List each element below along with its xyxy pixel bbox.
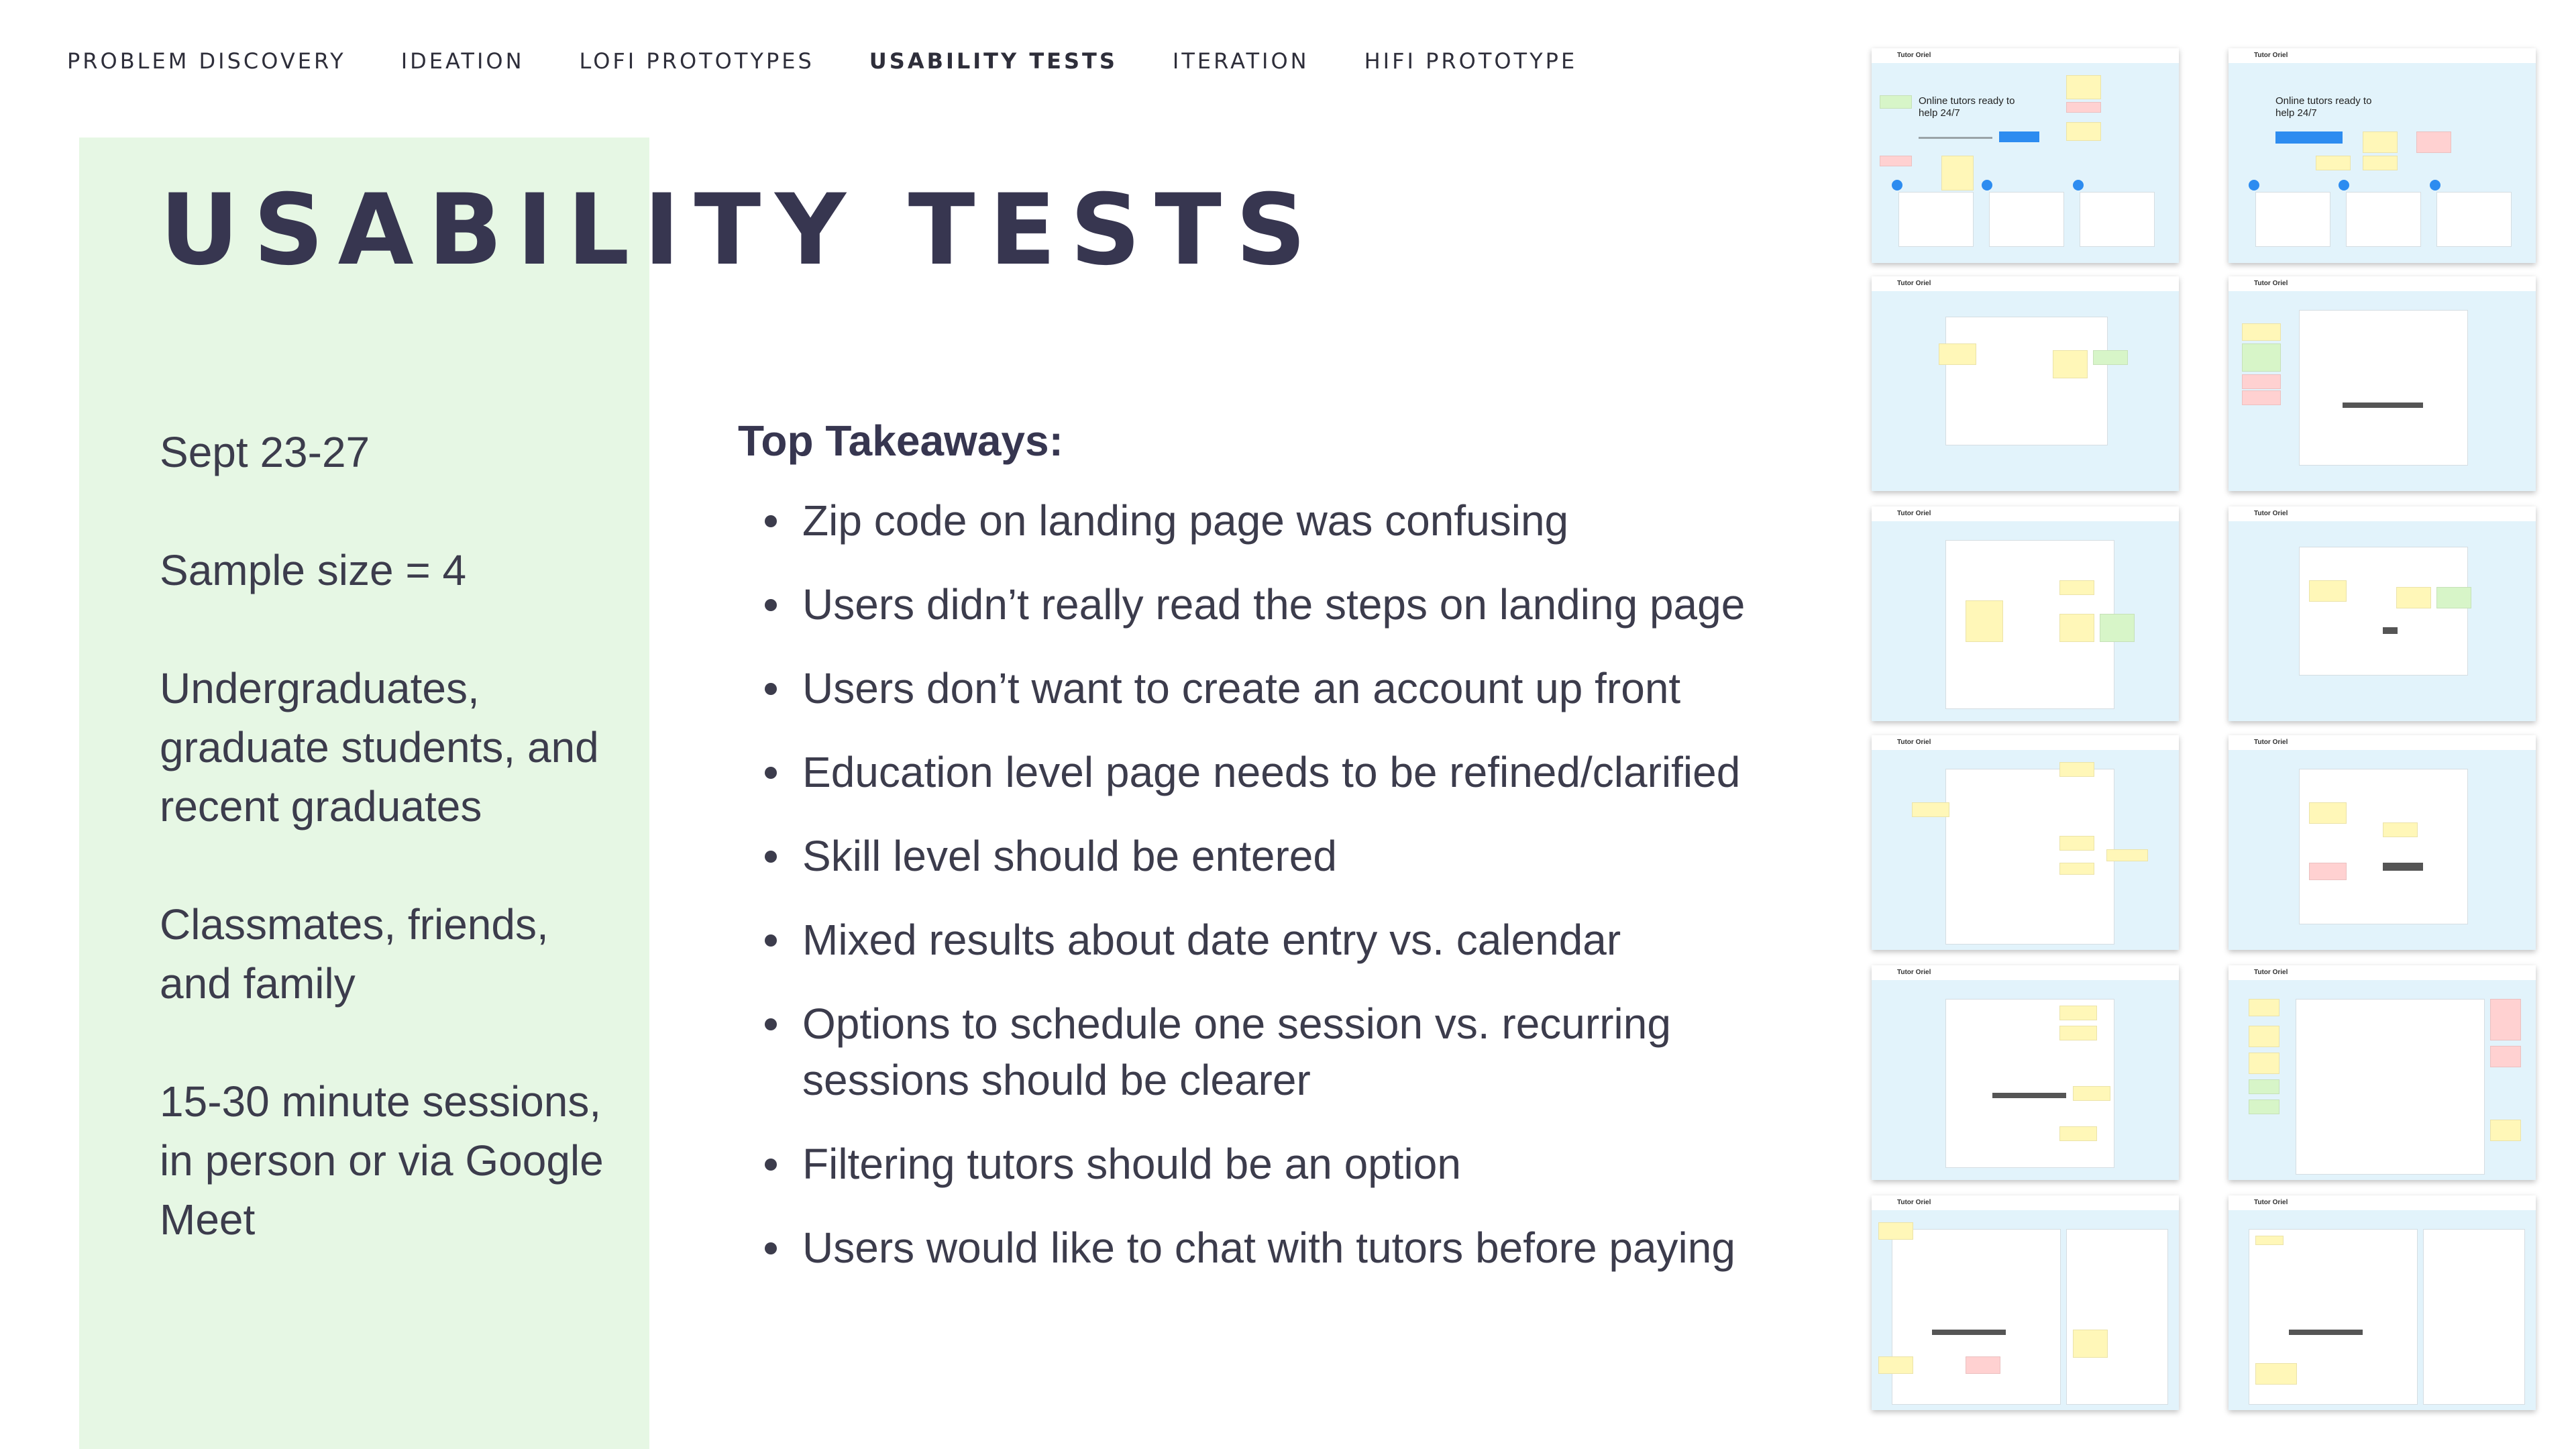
list-item [738, 1136, 1811, 1192]
thumb-header [2229, 965, 2536, 980]
step-card [1898, 192, 1974, 247]
step-icon [2339, 180, 2349, 191]
sticky-note [2383, 822, 2418, 837]
thumb-header [1872, 506, 2179, 521]
thumb-header [2229, 735, 2536, 750]
sticky-note [1878, 1356, 1913, 1374]
takeaways-section [738, 416, 1811, 1303]
thumbnail-landing-v2[interactable] [2229, 48, 2536, 263]
section-nav [67, 48, 1632, 74]
sticky-note [2242, 343, 2281, 372]
nav-lofi-prototypes[interactable]: LOFI PROTOTYPES [579, 48, 814, 74]
thumb-header [2229, 48, 2536, 63]
sticky-note [2436, 587, 2471, 608]
sticky-note [2242, 323, 2281, 341]
thumbnail-payment-v1[interactable] [1872, 1195, 2179, 1410]
sticky-note [2490, 1046, 2521, 1067]
sticky-note [2309, 802, 2347, 824]
sticky-note [1880, 156, 1912, 166]
takeaway-text: Filtering tutors should be an option [802, 1140, 1461, 1188]
takeaway-text: Options to schedule one session vs. recurring sessions should be clearer [802, 1000, 1671, 1104]
thumb-brand: Tutor Oriel [1897, 280, 1931, 287]
takeaway-text: Users don’t want to create an account up front [802, 664, 1681, 712]
thumbnail-timezone[interactable] [2229, 735, 2536, 950]
sticky-note [2073, 1330, 2108, 1358]
bullet-icon [765, 1242, 777, 1254]
sticky-note [2059, 1006, 2097, 1020]
sticky-note [1880, 95, 1912, 109]
thumb-button [2383, 627, 2398, 634]
list-item [738, 1220, 1811, 1276]
thumb-brand: Tutor Oriel [2254, 739, 2288, 746]
thumbnail-education-v2[interactable] [2229, 506, 2536, 721]
sticky-note [2059, 580, 2094, 595]
sticky-note [2066, 122, 2101, 141]
sticky-note [2059, 614, 2094, 642]
thumb-header [2229, 1195, 2536, 1210]
takeaway-text: Users didn’t really read the steps on landing page [802, 580, 1746, 629]
takeaway-text: Skill level should be entered [802, 832, 1337, 880]
sticky-note [1966, 600, 2003, 642]
thumb-button [2289, 1330, 2363, 1335]
sticky-note [2249, 1026, 2279, 1047]
sticky-note [2249, 1099, 2279, 1114]
nav-usability-tests[interactable]: USABILITY TESTS [869, 48, 1118, 74]
nav-problem-discovery[interactable]: PROBLEM DISCOVERY [67, 48, 346, 74]
takeaways-heading: Top Takeaways: [738, 417, 1063, 465]
list-item [738, 744, 1811, 800]
bullet-icon [765, 851, 777, 863]
step-icon [2430, 180, 2440, 191]
sticky-note [2066, 75, 2101, 99]
step-card [1989, 192, 2064, 247]
bullet-icon [765, 1159, 777, 1171]
sticky-note [2416, 131, 2451, 153]
sticky-note [2363, 156, 2398, 170]
thumb-button [1992, 1093, 2066, 1098]
thumb-brand: Tutor Oriel [1897, 1199, 1931, 1206]
list-item [738, 576, 1811, 633]
nav-hifi-prototype[interactable]: HIFI PROTOTYPE [1364, 48, 1578, 74]
calendar-card [2296, 999, 2485, 1175]
sticky-note [2249, 1079, 2279, 1094]
form-card [1945, 769, 2114, 945]
thumb-hero-text: Online tutors ready to help 24/7 [1919, 95, 2015, 119]
list-item [738, 660, 1811, 716]
step-card [2346, 192, 2421, 247]
sticky-note [2073, 1086, 2110, 1101]
thumb-button [2383, 863, 2423, 871]
form-card [1945, 317, 2108, 445]
thumb-header [1872, 735, 2179, 750]
sticky-note [2490, 1120, 2521, 1141]
form-card [2299, 547, 2468, 676]
sticky-note [2255, 1236, 2284, 1245]
sample-size: Sample size = 4 [160, 546, 467, 594]
takeaway-text: Zip code on landing page was confusing [802, 496, 1569, 545]
sticky-note [2255, 1363, 2297, 1385]
step-icon [1892, 180, 1902, 191]
thumb-input [1919, 137, 1992, 139]
step-icon [1982, 180, 1992, 191]
thumb-header [1872, 1195, 2179, 1210]
thumbnail-payment-v2[interactable] [2229, 1195, 2536, 1410]
sticky-note [1878, 1222, 1913, 1240]
thumb-brand: Tutor Oriel [1897, 969, 1931, 976]
thumb-brand: Tutor Oriel [2254, 280, 2288, 287]
thumb-header [1872, 48, 2179, 63]
sticky-note [2106, 849, 2148, 861]
summary-card [2423, 1229, 2525, 1405]
step-card [2436, 192, 2512, 247]
sticky-note [1912, 802, 1949, 817]
sticky-note [2100, 614, 2135, 642]
thumbnail-create-account[interactable] [2229, 276, 2536, 491]
step-card [2255, 192, 2330, 247]
form-card [2299, 769, 2468, 924]
thumbnail-tutors-list[interactable] [1872, 735, 2179, 950]
thumb-hero-text: Online tutors ready to help 24/7 [2275, 95, 2372, 119]
sticky-note [2242, 390, 2281, 405]
sticky-note [1941, 156, 1974, 191]
thumb-cta [2275, 131, 2343, 144]
summary-card [2066, 1229, 2168, 1405]
bullet-icon [765, 683, 777, 695]
bullet-icon [765, 1018, 777, 1030]
list-item [738, 828, 1811, 884]
page-title: USABILITY TESTS [160, 173, 1321, 287]
thumb-header [2229, 506, 2536, 521]
payment-card [1892, 1229, 2061, 1405]
thumbnail-landing-v1[interactable] [1872, 48, 2179, 263]
thumbnail-book-session[interactable] [1872, 965, 2179, 1180]
thumb-brand: Tutor Oriel [2254, 52, 2288, 59]
sticky-note [2363, 131, 2398, 153]
thumb-header [2229, 276, 2536, 291]
sticky-note [2059, 762, 2094, 777]
study-details [160, 423, 629, 1249]
step-card [2080, 192, 2155, 247]
bullet-icon [765, 515, 777, 527]
form-card [2299, 310, 2468, 466]
sticky-note [2249, 999, 2279, 1016]
participants: Undergraduates, graduate students, and recent graduates [160, 664, 599, 830]
sticky-note [2309, 863, 2347, 880]
study-dates: Sept 23-27 [160, 428, 370, 476]
thumb-brand: Tutor Oriel [2254, 969, 2288, 976]
participant-relation: Classmates, friends, and family [160, 900, 549, 1008]
takeaway-text: Mixed results about date entry vs. calendar [802, 916, 1621, 964]
takeaways-list [738, 492, 1811, 1276]
thumb-brand: Tutor Oriel [1897, 739, 1931, 746]
sticky-note [2059, 836, 2094, 851]
thumb-brand: Tutor Oriel [2254, 1199, 2288, 1206]
sticky-note [2249, 1053, 2279, 1074]
sticky-note [1939, 343, 1976, 365]
thumbnail-education-v1[interactable] [1872, 276, 2179, 491]
sticky-note [2309, 580, 2347, 602]
sticky-note [2490, 999, 2521, 1040]
sticky-note [2093, 350, 2128, 365]
sticky-note [2242, 374, 2281, 389]
thumb-brand: Tutor Oriel [1897, 52, 1931, 59]
form-card [1945, 999, 2114, 1168]
sticky-note [1966, 1356, 2000, 1374]
list-item [738, 996, 1811, 1108]
list-item [738, 492, 1811, 549]
nav-ideation[interactable]: IDEATION [400, 48, 525, 74]
thumb-cta [1999, 131, 2039, 142]
thumbnail-calendar[interactable] [2229, 965, 2536, 1180]
takeaway-text: Education level page needs to be refined/clarified [802, 748, 1741, 796]
thumb-button [2343, 402, 2423, 408]
takeaway-text: Users would like to chat with tutors before paying [802, 1224, 1735, 1272]
thumbnail-schedule-v1[interactable] [1872, 506, 2179, 721]
bullet-icon [765, 767, 777, 779]
thumb-header [1872, 276, 2179, 291]
sticky-note [2059, 1026, 2097, 1040]
sticky-note [2066, 102, 2101, 113]
thumb-button [1932, 1330, 2006, 1335]
list-item [738, 912, 1811, 968]
step-icon [2249, 180, 2259, 191]
session-format: 15-30 minute sessions, in person or via Google Meet [160, 1077, 604, 1244]
sticky-note [2059, 1126, 2097, 1141]
sticky-note [2396, 587, 2431, 608]
nav-iteration[interactable]: ITERATION [1172, 48, 1309, 74]
sticky-note [2059, 863, 2094, 875]
sticky-note [2053, 350, 2088, 378]
thumb-brand: Tutor Oriel [2254, 510, 2288, 517]
thumb-header [1872, 965, 2179, 980]
sticky-note [2316, 156, 2351, 170]
bullet-icon [765, 599, 777, 611]
step-icon [2073, 180, 2084, 191]
bullet-icon [765, 934, 777, 947]
thumb-brand: Tutor Oriel [1897, 510, 1931, 517]
